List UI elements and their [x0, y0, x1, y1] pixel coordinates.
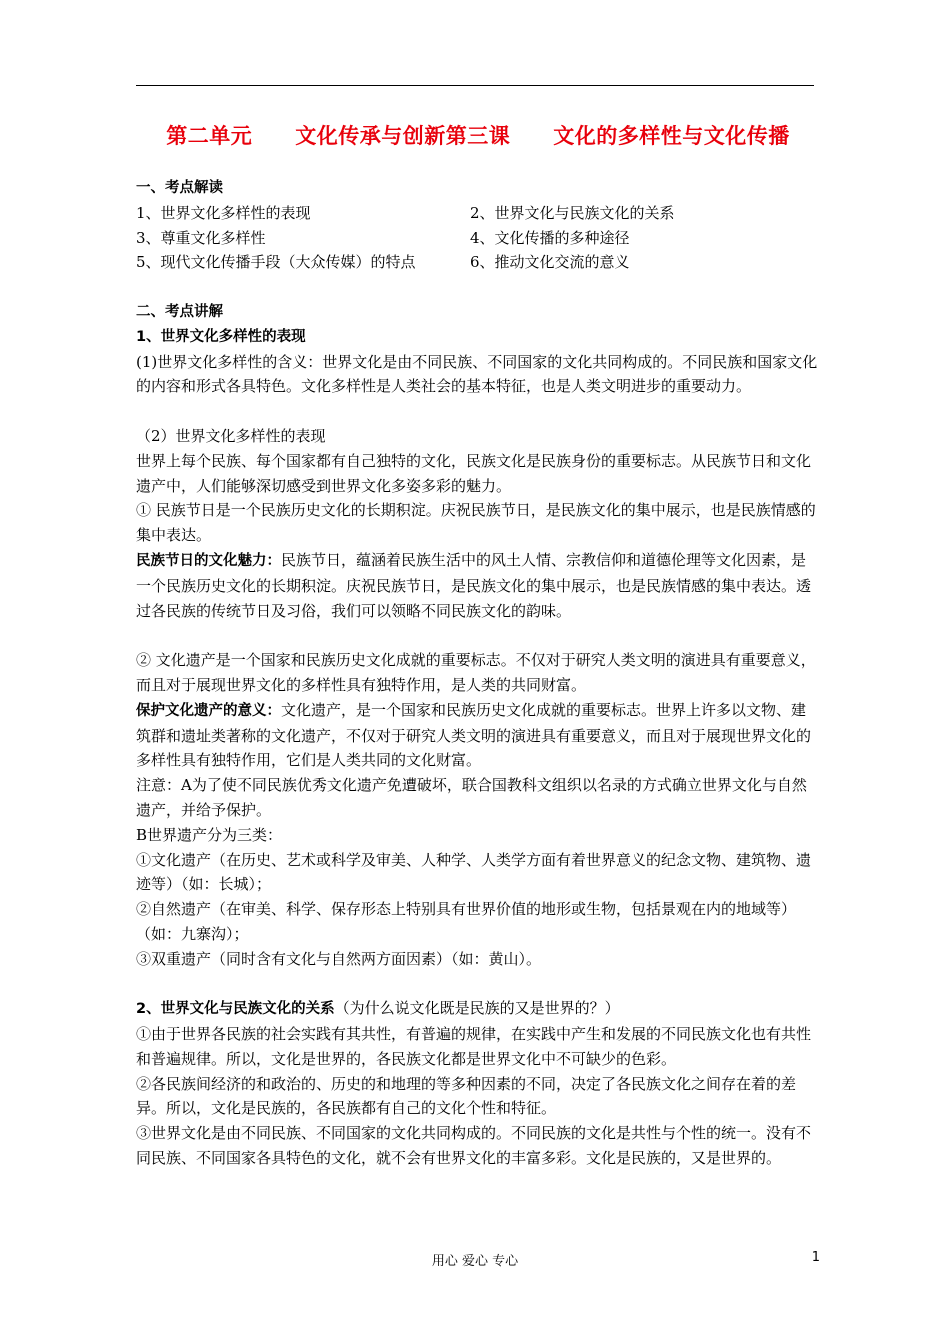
list-item: 3、尊重文化多样性 — [136, 228, 266, 247]
note-paragraph: 注意：A为了使不同民族优秀文化遗产免遭破坏，联合国教科文组织以名录的方式确立世界文化与自然遗产，并给予保护。 — [136, 776, 807, 819]
list-item: 2、世界文化与民族文化的关系 — [470, 203, 675, 222]
paragraph: ③双重遗产（同时含有文化与自然两方面因素）（如：黄山）。 — [136, 949, 542, 968]
paragraph-label: 民族节日的文化魅力： — [136, 552, 281, 569]
paragraph: ②各民族间经济的和政治的、历史的和地理的等多种因素的不同，决定了各民族文化之间存在着的差异。所以，文化是民族的，各民族都有自己的文化个性和特征。 — [136, 1074, 797, 1118]
paragraph: 世界上每个民族、每个国家都有自己独特的文化，民族文化是民族身份的重要标志。从民族节日和文化遗产中，人们能够深切感受到世界文化多姿多彩的魅力。 — [136, 451, 812, 495]
paragraph-subtitle: （2）世界文化多样性的表现 — [136, 426, 326, 445]
paragraph: ③世界文化是由不同民族、不同国家的文化共同构成的。不同民族的文化是共性与个性的统一。没有不同民族、不同国家各具特色的文化，就不会有世界文化的丰富多彩。文化是民族的，又是世界的。 — [136, 1124, 812, 1168]
key-points-list — [136, 201, 820, 275]
paragraph: ②自然遗产（在审美、科学、保存形态上特别具有世界价值的地形或生物，包括景观在内的地域等）（如：九寨沟）； — [136, 900, 797, 943]
document-body — [136, 120, 820, 1171]
sub2-heading-line — [136, 996, 820, 1022]
paragraph — [136, 698, 820, 773]
paragraph-label: 保护文化遗产的意义： — [136, 702, 281, 719]
sub1-heading: 1、世界文化多样性的表现 — [136, 328, 306, 345]
list-item: 5、现代文化传播手段（大众传媒）的特点 — [136, 253, 416, 272]
footer-slogan: 用心 爱心 专心 — [431, 1254, 519, 1269]
section2-heading: 二、考点讲解 — [136, 303, 223, 320]
list-item: 1、世界文化多样性的表现 — [136, 203, 311, 222]
paragraph: ① 民族节日是一个民族历史文化的长期积淀。庆祝民族节日，是民族文化的集中展示，也是民族情感的集中表达。 — [136, 501, 816, 545]
paragraph: B世界遗产分为三类： — [136, 825, 283, 844]
section1-heading: 一、考点解读 — [136, 180, 223, 196]
paragraph — [136, 548, 820, 623]
sub2-heading: 2、世界文化与民族文化的关系 — [136, 1001, 335, 1018]
sub2-heading-note: （为什么说文化既是民族的又是世界的？） — [334, 999, 620, 1018]
header-rule — [136, 85, 814, 86]
paragraph: ①文化遗产（在历史、艺术或科学及审美、人种学、人类学方面有着世界意义的纪念文物、建筑物、遗迹等）（如：长城）； — [136, 850, 812, 894]
page-number: 1 — [811, 1250, 820, 1265]
paragraph: (1)世界文化多样性的含义：世界文化是由不同民族、不同国家的文化共同构成的。不同民族和国家文化的内容和形式各具特色。文化多样性是人类社会的基本特征，也是人类文明进步的重要动力。 — [136, 352, 818, 396]
page-title: 第二单元 文化传承与创新第三课 文化的多样性与文化传播 — [166, 124, 790, 148]
paragraph-text: 文化遗产，是一个国家和民族历史文化成就的重要标志。世界上许多以文物、建筑群和遗址类著称的文化遗产，不仅对于研究人类文明的演进具有重要意义，而且对于展现世界文化的多样性具有独特作用，它们是人类共同的文化财富。 — [136, 700, 812, 770]
list-item: 6、推动文化交流的意义 — [470, 253, 630, 272]
paragraph: ①由于世界各民族的社会实践有其共性，有普遍的规律，在实践中产生和发展的不同民族文化也有共性和普遍规律。所以，文化是世界的，各民族文化都是世界文化中不可缺少的色彩。 — [136, 1025, 812, 1068]
paragraph: ② 文化遗产是一个国家和民族历史文化成就的重要标志。不仅对于研究人类文明的演进具有重要意义，而且对于展现世界文化的多样性具有独特作用，是人类的共同财富。 — [136, 651, 816, 694]
list-item: 4、文化传播的多种途径 — [470, 228, 630, 247]
paragraph-text: 民族节日，蕴涵着民族生活中的风土人情、宗教信仰和道德伦理等文化因素，是一个民族历史文化的长期积淀。庆祝民族节日，是民族文化的集中展示，也是民族情感的集中表达。透过各民族的传统节日及习俗，我们可以领略不同民族文化的韵味。 — [136, 550, 812, 620]
